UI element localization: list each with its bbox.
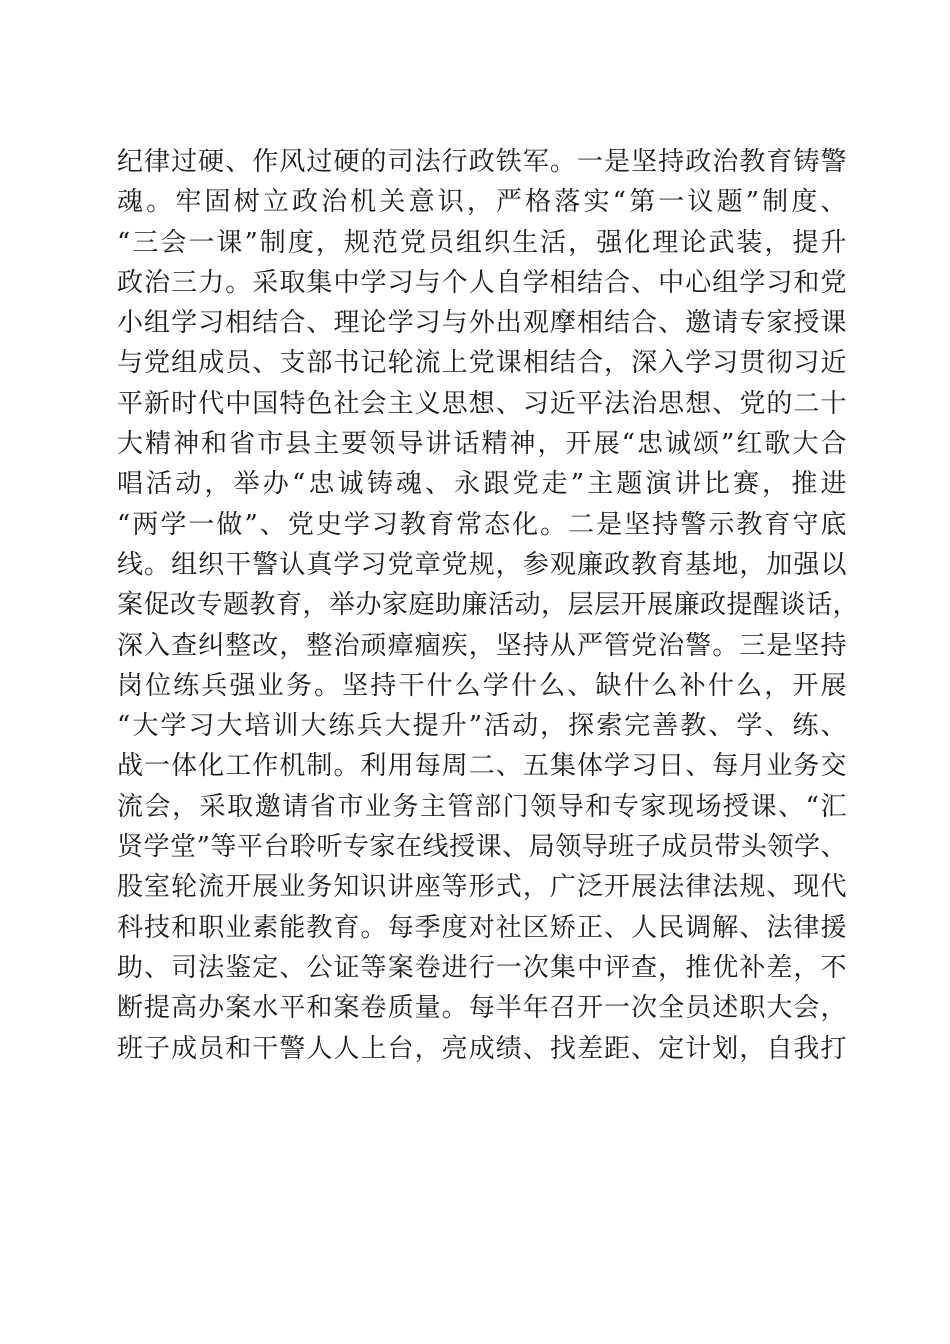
- text-line: 平新时代中国特色社会主义思想、习近平法治思想、党的二十: [117, 388, 847, 419]
- text-line: 股室轮流开展业务知识讲座等形式，广泛开展法律法规、现代: [117, 872, 847, 903]
- text-line: “两学一做”、党史学习教育常态化。二是坚持警示教育守底: [117, 509, 847, 540]
- text-line: 与党组成员、支部书记轮流上党课相结合，深入学习贯彻习近: [117, 348, 847, 379]
- text-line: 流会，采取邀请省市业务主管部门领导和专家现场授课、“汇: [117, 791, 847, 822]
- text-line: 助、司法鉴定、公证等案卷进行一次集中评查，推优补差，不: [117, 952, 847, 983]
- text-line: 唱活动，举办“忠诚铸魂、永跟党走”主题演讲比赛，推进: [117, 469, 847, 500]
- text-line: 魂。牢固树立政治机关意识，严格落实“第一议题”制度、: [117, 187, 847, 218]
- text-line: 纪律过硬、作风过硬的司法行政铁军。一是坚持政治教育铸警: [117, 147, 847, 177]
- text-line: 断提高办案水平和案卷质量。每半年召开一次全员述职大会，: [117, 993, 847, 1024]
- text-line: 贤学堂”等平台聆听专家在线授课、局领导班子成员带头领学、: [117, 832, 847, 863]
- text-line: 线。组织干警认真学习党章党规，参观廉政教育基地，加强以: [117, 549, 847, 580]
- text-line: 岗位练兵强业务。坚持干什么学什么、缺什么补什么，开展: [117, 670, 847, 701]
- text-line: 科技和职业素能教育。每季度对社区矫正、人民调解、法律援: [117, 912, 847, 943]
- text-line: 政治三力。采取集中学习与个人自学相结合、中心组学习和党: [117, 267, 847, 298]
- text-line: 深入查纠整改，整治顽瘴痼疾，坚持从严管党治警。三是坚持: [117, 630, 847, 661]
- text-line: “大学习大培训大练兵大提升”活动，探索完善教、学、练、: [117, 711, 847, 742]
- text-line: 班子成员和干警人人上台，亮成绩、找差距、定计划，自我打: [117, 1033, 847, 1064]
- body-text: [117, 142, 860, 1069]
- text-line: 大精神和省市县主要领导讲话精神，开展“忠诚颂”红歌大合: [117, 429, 847, 460]
- text-line: 小组学习相结合、理论学习与外出观摩相结合、邀请专家授课: [117, 308, 847, 339]
- text-line: 案促改专题教育，举办家庭助廉活动，层层开展廉政提醒谈话，: [117, 590, 860, 621]
- text-line: 战一体化工作机制。利用每周二、五集体学习日、每月业务交: [117, 751, 847, 782]
- text-line: “三会一课”制度，规范党员组织生活，强化理论武装，提升: [117, 227, 847, 258]
